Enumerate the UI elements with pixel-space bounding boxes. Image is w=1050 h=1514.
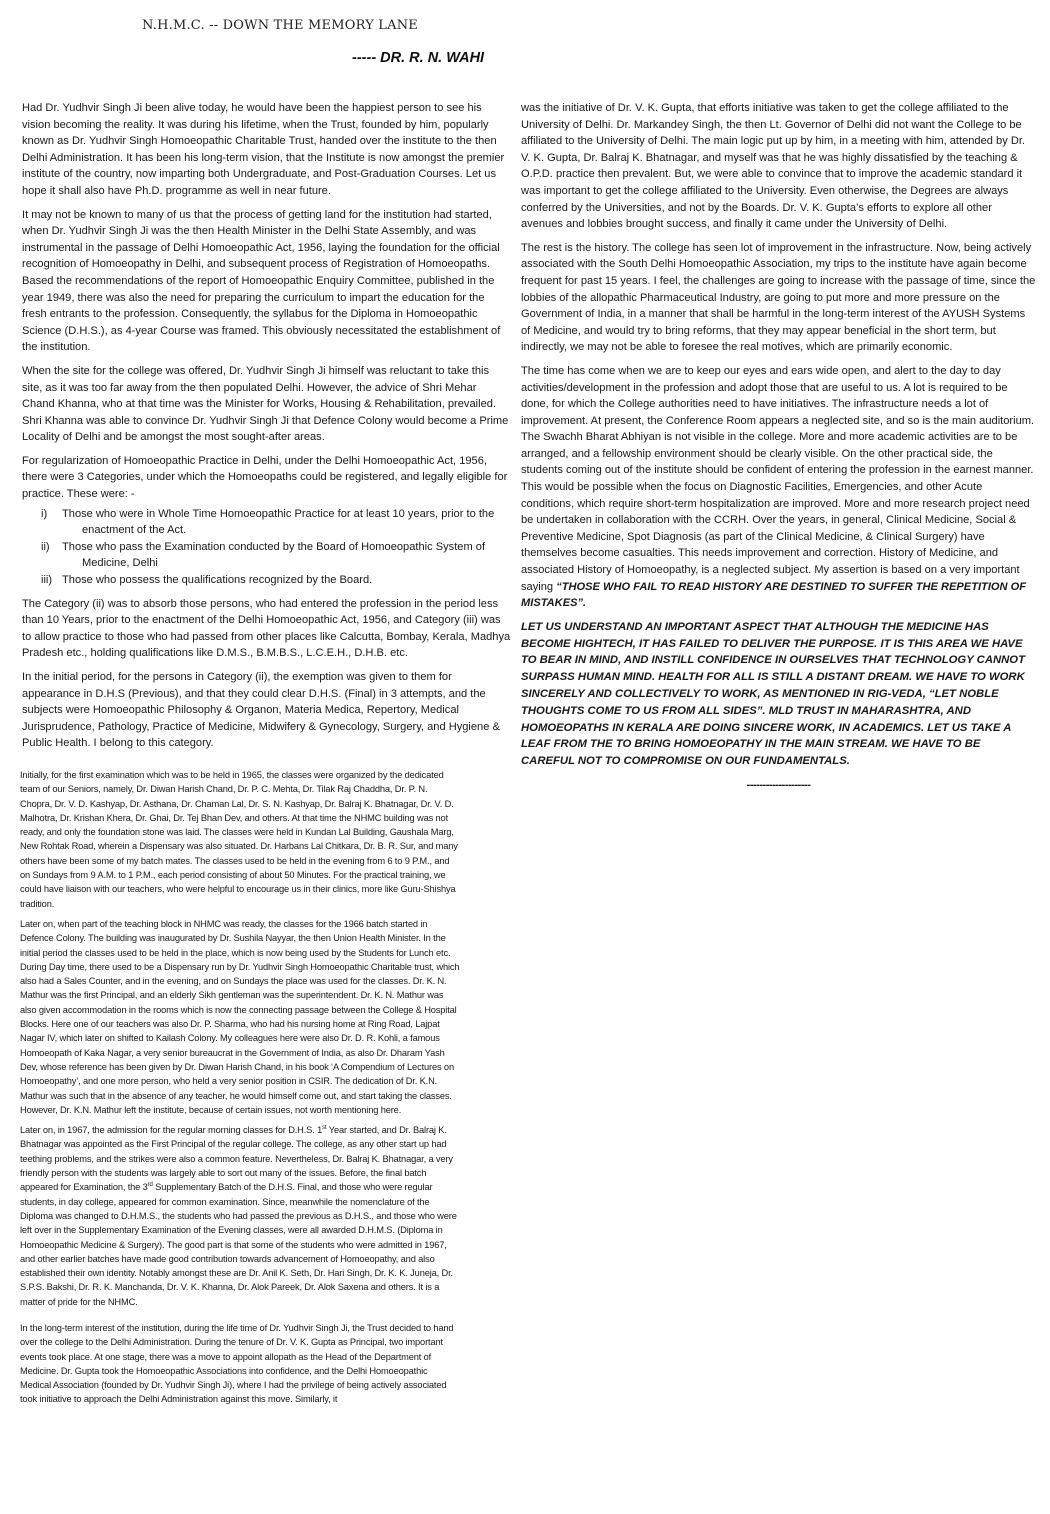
superscript: st <box>322 1125 327 1132</box>
emphasis-paragraph: LET US UNDERSTAND AN IMPORTANT ASPECT THAT ALTHOUGH THE MEDICINE HAS BECOME HIGHTECH, IT HAS FAILED TO DELIVER THE PURPOSE. IT IS THIS AREA WE HAVE TO BEAR IN MIND, AND INSTILL CONFIDENCE IN OURSELVES THAT TECHNOLOGY CANNOT SURPASS HUMAN MIND. HEALTH FOR ALL IS STILL A DISTANT DREAM. WE HAVE TO WORK SINCERELY AND COLLECTIVELY TO WORK, AS MENTIONED IN RIG-VEDA, “LET NOBLE THOUGHTS COME TO US FROM ALL SIDES”. MLD TRUST IN MAHARASHTRA, AND HOMOEOPATHS IN KERALA ARE DOING SINCERE WORK, IN ACADEMICS. LET US TAKE A LEAF FROM THE TO BRING HOMOEOPATHY IN THE MAIN STREAM. WE HAVE TO BE CAREFUL NOT TO COMPROMISE ON OUR FUNDAMENTALS. <box>521 620 1025 768</box>
list-item <box>22 506 512 539</box>
list-number: iii) <box>41 574 53 587</box>
paragraph: It may not be known to many of us that the process of getting land for the institution had started, when Dr. Yudhvir Singh Ji was the then Health Minister in the Delhi State Assembly, and was instrumental in the passage of Delhi Homoeopathic Act, 1956, laying the foundation for the official recognition of Homoeopathy in Delhi, and subsequent process of Registration of Homoeopaths. Based the recommendations of the report of Homoeopathic Enquiry Committee, published in the year 1949, there was also the need for preparing the curriculum to impart the education for the fresh entrants to the profession. Consequently, the syllabus for the Diploma in Homoeopathic Science (D.H.S.), as 4-year Course was framed. This obviously necessitated the establishment of the institution. <box>22 208 501 354</box>
paragraph <box>521 363 1036 612</box>
paragraph: The rest is the history. The college has seen lot of improvement in the infrastructure. Now, being actively associated with the South Delhi Homoeopathic Association, my trips to the institute have again become frequent for past 15 years. I feel, the challenges are going to increase with the passage of time, since the lobbies of the allopathic Pharmaceutical Industry, are going to put more and more pressure on the Government of India, in a manner that shall be harmful in the long-term interest of the AYUSH Systems of Medicine, and would try to bring reforms, that they may appear beneficial in the short term, but indirectly, we may not be able to foresee the real motives, which are primarily economic. <box>521 241 1036 354</box>
paragraph: Initially, for the first examination which was to be held in 1965, the classes were organized by the dedicated team of our Seniors, namely, Dr. Diwan Harish Chand, Dr. P. C. Mehta, Dr. Tilak Raj Chaddha, Dr. P. N. Chopra, Dr. V. D. Kashyap, Dr. Asthana, Dr. Chaman Lal, Dr. S. N. Kashyap, Dr. Balraj K. Bhatnagar, Dr. V. D. Malhotra, Dr. Krishan Khera, Dr. Ghai, Dr. Tej Bhan Dev, and others. At that time the NHMC building was not ready, and only the foundation stone was laid. The classes were held in Kundan Lal Building, Gaushala Marg, New Rohtak Road, wherein a Dispensary was also situated. Dr. Harbans Lal Chitkara, Dr. B. R. Sur, and many others have been some of my batch mates. The classes used to be held in the evening from 6 to 9 P.M., and on Sundays from 9 A.M. to 1 P.M., each period consisting of about 50 Minutes. For the practical training, we could have liaison with our teachers, who were helpful to encourage us in their clinics, more like Guru-Shishya tradition. <box>20 770 458 909</box>
list-text: Those who possess the qualifications recognized by the Board. <box>62 574 373 587</box>
paragraph: In the long-term interest of the institution, during the life time of Dr. Yudhvir Singh Ji, the Trust decided to hand over the college to the Delhi Administration. During the tenure of Dr. V. K. Gupta as Principal, two important events took place. At one stage, there was a move to appoint allopath as the Head of the Department of Medicine. Dr. Gupta took the Homoeopathic Associations into confidence, and the Delhi Homoeopathic Medical Association (founded by Dr. Yudhvir Singh Ji), where I had the privilege of being actively associated took initiative to approach the Delhi Administration against this move. Similarly, it <box>20 1322 454 1405</box>
list-text: Those who were in Whole Time Homoeopathic Practice for at least 10 years, prior to the <box>62 507 495 520</box>
list-text-continued: Medicine, Delhi <box>82 557 158 570</box>
superscript: rd <box>147 1182 153 1189</box>
paragraph: Later on, when part of the teaching block in NHMC was ready, the classes for the 1966 batch started in Defence Colony. The building was inaugurated by Dr. Sushila Nayyar, the then Union Health Minister. In the initial period the classes used to be held in the place, which is now being used by the Students for Lunch etc. During Day time, there used to be a Dispensary run by Dr. Yudhvir Singh Homoeopathic Charitable trust, which also had a Sales Counter, and in the evening, and on Sundays the place was used for the classes. Dr. K. N. Mathur was the first Principal, and an elderly Sikh gentleman was the superintendent. Dr. K. N. Mathur was also given accommodation in the rooms which is now the connecting passage between the College & Hospital Blocks. Here one of our teachers was also Dr. P. Sharma, who had his nursing home at Ring Road, Lajpat Nagar IV, which later on shifted to Kailash Colony. My colleagues here were also Dr. D. R. Kohli, a famous Homoeopath of Kaka Nagar, a very senior bureaucrat in the Government of India, as also Dr. Dharam Yash Dev, whose reference has been given by Dr. Diwan Harish Chand, in his book ‘A Compendium of Lectures on Homoeopathy’, and one more person, who held a very senior position in CSIR. The dedication of Dr. K.N. Mathur was such that in the absence of any teacher, he would himself come out, and start taking the classes. However, Dr. K.N. Mathur left the institute, because of certain issues, not worth mentioning here. <box>20 918 460 1115</box>
paragraph: Had Dr. Yudhvir Singh Ji been alive today, he would have been the happiest person to see his vision becoming the reality. It was during his lifetime, when the Trust, founded by him, popularly known as Dr. Yudhvir Singh Homoeopathic Charitable Trust, handed over the institute to the then Delhi Administration. It has been his long-term vision, that the Institute is now amongst the premier institute of the country, now imparting both Undergraduate, and Post-Graduation Courses. Let us hope it shall also have Ph.D. programme as well in near future. <box>22 102 505 197</box>
paragraph: The Category (ii) was to absorb those persons, who had entered the profession in the period less than 10 Years, prior to the enactment of the Delhi Homoeopathic Act, 1956, and Category (iii) was to allow practice to those who had passed from other places like Calcutta, Bombay, Kerala, Madhya Pradesh etc., holding qualifications like D.M.S., B.M.B.S., L.C.E.H., D.H.B. etc. <box>22 597 511 660</box>
text-run: Supplementary Batch of the D.H.S. Final, and those who were regular students, in day college, appeared for common examination. Since, meanwhile the nomenclature of the Diploma was changed to D.H.M.S., the students who had passed the previous as D.H.S., and those who were left over in the Supplementary Examination of the Evening classes, were all awarded D.H.M.S. (Diploma in Homoeopathic Medicine & Surgery). The good part is that some of the students who were admitted in 1967, and other earlier batches have made good contribution towards advancement of Homoeopathy, and also established their own identity. Notably amongst these are Dr. Anil K. Seth, Dr. Hari Singh, Dr. K. K. Juneja, Dr. S.P.S. Bakshi, Dr. R. K. Manchanda, Dr. V. K. Khanna, Dr. Alok Pareek, Dr. Alok Saxena and others. It is a matter of pride for the NHMC. <box>20 1182 457 1307</box>
list-item <box>22 539 512 572</box>
highlighted-quote: “THOSE WHO FAIL TO READ HISTORY ARE DESTINED TO SUFFER THE REPETITION OF MISTAKES”. <box>521 580 1027 610</box>
list-text-continued: enactment of the Act. <box>82 524 187 537</box>
right-column <box>521 100 1036 794</box>
paragraph: was the initiative of Dr. V. K. Gupta, that efforts initiative was taken to get the college affiliated to the University of Delhi. Dr. Markandey Singh, the then Lt. Governor of Delhi did not want the College to be affiliated to the University of Delhi. The main logic put up by him, in a meeting with him, attended by Dr. V. K. Gupta, Dr. Balraj K. Bhatnagar, and myself was that he was highly dissatisfied by the teaching & O.P.D. practice then prevalent. But, we were able to convince that to improve the academic standard it was important to get the college affiliated to the University. Even otherwise, the Degrees are always conferred by the Universities, and not by the Boards. Dr. V. K. Gupta’s efforts to explore all other avenues and lobbies brought success, and finally it came under the University of Delhi. <box>521 102 1025 231</box>
end-separator: -------------------- <box>746 778 811 791</box>
list-number: ii) <box>41 540 50 553</box>
list-text: Those who pass the Examination conducted by the Board of Homoeopathic System of <box>62 540 486 553</box>
categories-list <box>22 506 512 589</box>
text-run: The time has come when we are to keep our eyes and ears wide open, and alert to the day to day activities/development in the profession and adopt those that are useful to us. A lot is required to be done, for which the College authorities need to have initiatives. The infrastructure needs a lot of improvement. At present, the Conference Room appears a neglected site, and so is the main auditorium. The Swachh Bharat Abhiyan is not visible in the college. More and more academic activities are to be arranged, and a fellowship environment should be clearly visible. On the other practical side, the students coming out of the institute should be confident of entering the profession in the earnest manner. This would be possible when the focus on Diagnostic Facilities, Emergencies, and other Acute conditions, which require short-term hospitalization are improved. More and more research project need be undertaken in collaboration with the CCRH. Over the years, in general, Clinical Medicine, Social & Preventive Medicine, Spot Diagnosis (as part of the Clinical Medicine, & Clinical Surgery) have themselves become casualties. This needs improvement and correction. History of Medicine, and associated History of Homoeopathy, is a neglected subject. My assertion is based on a very important saying <box>521 364 1035 593</box>
left-column-lower <box>20 768 460 1413</box>
paragraph: When the site for the college was offered, Dr. Yudhvir Singh Ji himself was reluctant to take this site, as it was too far away from the then populated Delhi. However, the advice of Shri Mehar Chand Khanna, who at that time was the Minister for Works, Housing & Rehabilitation, prevailed. Shri Khanna was able to convince Dr. Yudhvir Singh Ji that Defence Colony would become a Prime Locality of Delhi and be amongst the most sought-after areas. <box>22 364 509 444</box>
text-run: Later on, in 1967, the admission for the regular morning classes for D.H.S. 1 <box>20 1125 323 1136</box>
text-run: Year started, and Dr. Balraj K. Bhatnagar was appointed as the First Principal of the regular college. The college, as any other start up had teething problems, and the strikes were also a common feature. Nevertheless, Dr. Balraj K. Bhatnagar, a very friendly person with the students was largely able to sort out many of the issues. Before, the final batch appeared for Examination, the 3 <box>20 1125 453 1193</box>
author-byline: ----- DR. R. N. WAHI <box>352 50 485 66</box>
paragraph <box>20 1123 460 1309</box>
document-title: N.H.M.C. -- DOWN THE MEMORY LANE <box>142 18 418 33</box>
paragraph: For regularization of Homoeopathic Practice in Delhi, under the Delhi Homoeopathic Act, 1956, there were 3 Categories, under which the Homoeopaths could be registered, and legally eligible for practice. These were: - <box>22 454 508 501</box>
list-item <box>22 572 512 589</box>
list-number: i) <box>41 507 48 520</box>
paragraph: In the initial period, for the persons in Category (ii), the exemption was given to them for appearance in D.H.S (Previous), and that they could clear D.H.S. (Final) in 3 attempts, and the subjects were Homoeopathic Philosophy & Organon, Materia Medica, Repertory, Medical Jurisprudence, Pathology, Practice of Medicine, Midwifery & Gynecology, Surgery, and Hygiene & Public Health. I belong to this category. <box>22 671 500 750</box>
left-column-upper <box>22 100 512 759</box>
